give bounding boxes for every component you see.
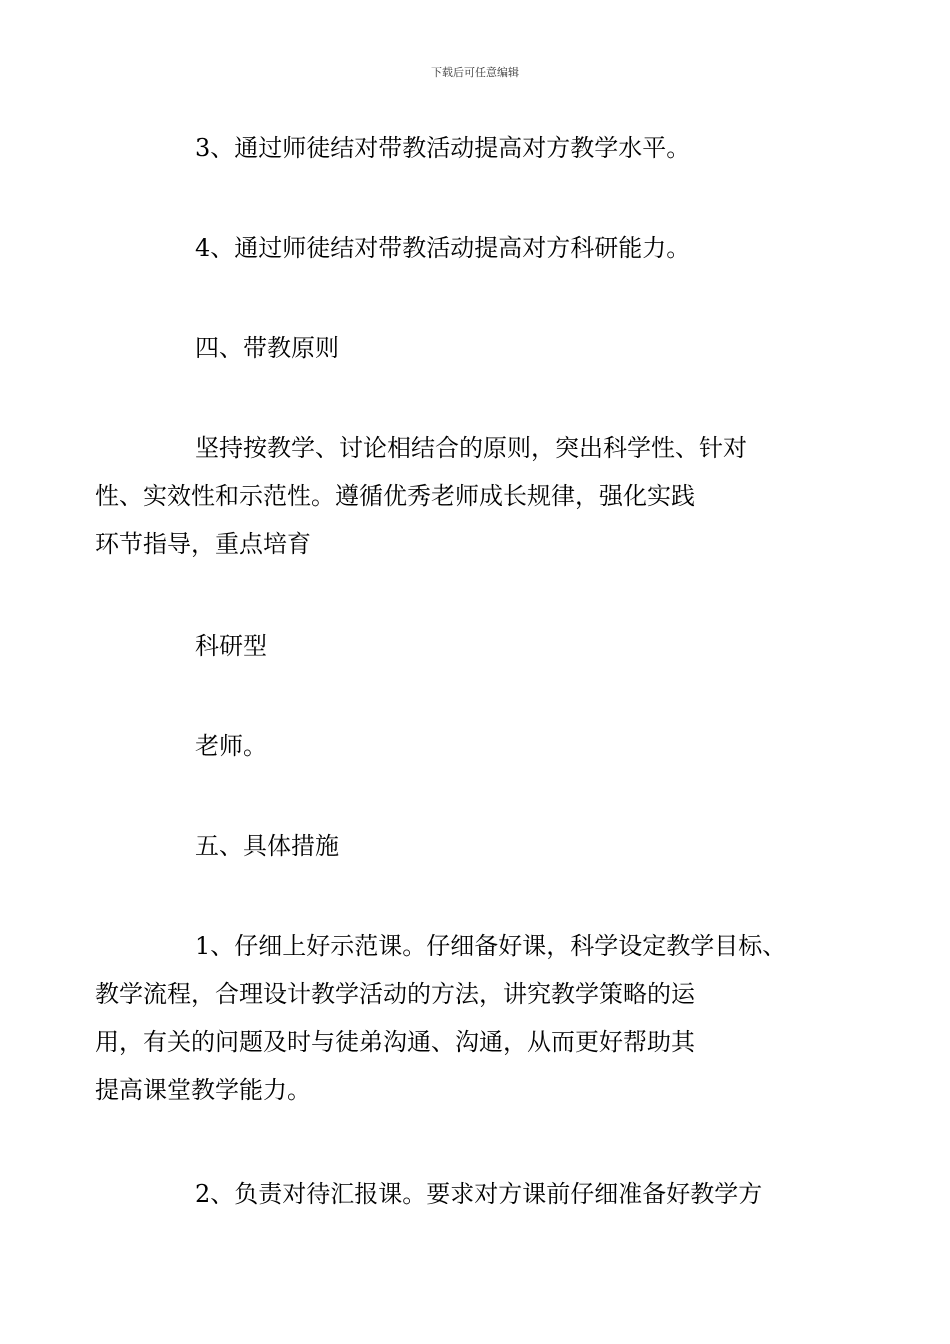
paragraph-teacher: 老师。 <box>195 732 267 760</box>
paragraph-research-type: 科研型 <box>195 632 267 660</box>
paragraph-line: 1、仔细上好示范课。仔细备好课，科学设定教学目标、 <box>195 932 787 960</box>
paragraph-line: 环节指导，重点培育 <box>95 530 311 558</box>
paragraph-goal-4: 4、通过师徒结对带教活动提高对方科研能力。 <box>195 234 691 262</box>
paragraph-line: 坚持按教学、讨论相结合的原则，突出科学性、针对 <box>195 434 747 462</box>
paragraph-measure-2: 2、负责对待汇报课。要求对方课前仔细准备好教学方 <box>195 1180 763 1208</box>
paragraph-line: 性、实效性和示范性。遵循优秀老师成长规律，强化实践 <box>95 482 695 510</box>
paragraph-line: 提高课堂教学能力。 <box>95 1076 311 1104</box>
paragraph-line: 用，有关的问题及时与徒弟沟通、沟通，从而更好帮助其 <box>95 1028 695 1056</box>
paragraph-goal-3: 3、通过师徒结对带教活动提高对方教学水平。 <box>195 134 691 162</box>
section-heading-measures: 五、具体措施 <box>195 832 339 860</box>
paragraph-principles <box>95 424 825 568</box>
paragraph-measure-1 <box>95 922 825 1114</box>
section-heading-principles: 四、带教原则 <box>195 334 339 362</box>
paragraph-line: 教学流程，合理设计教学活动的方法，讲究教学策略的运 <box>95 980 695 1008</box>
page-header: 下载后可任意编辑 <box>431 66 519 79</box>
